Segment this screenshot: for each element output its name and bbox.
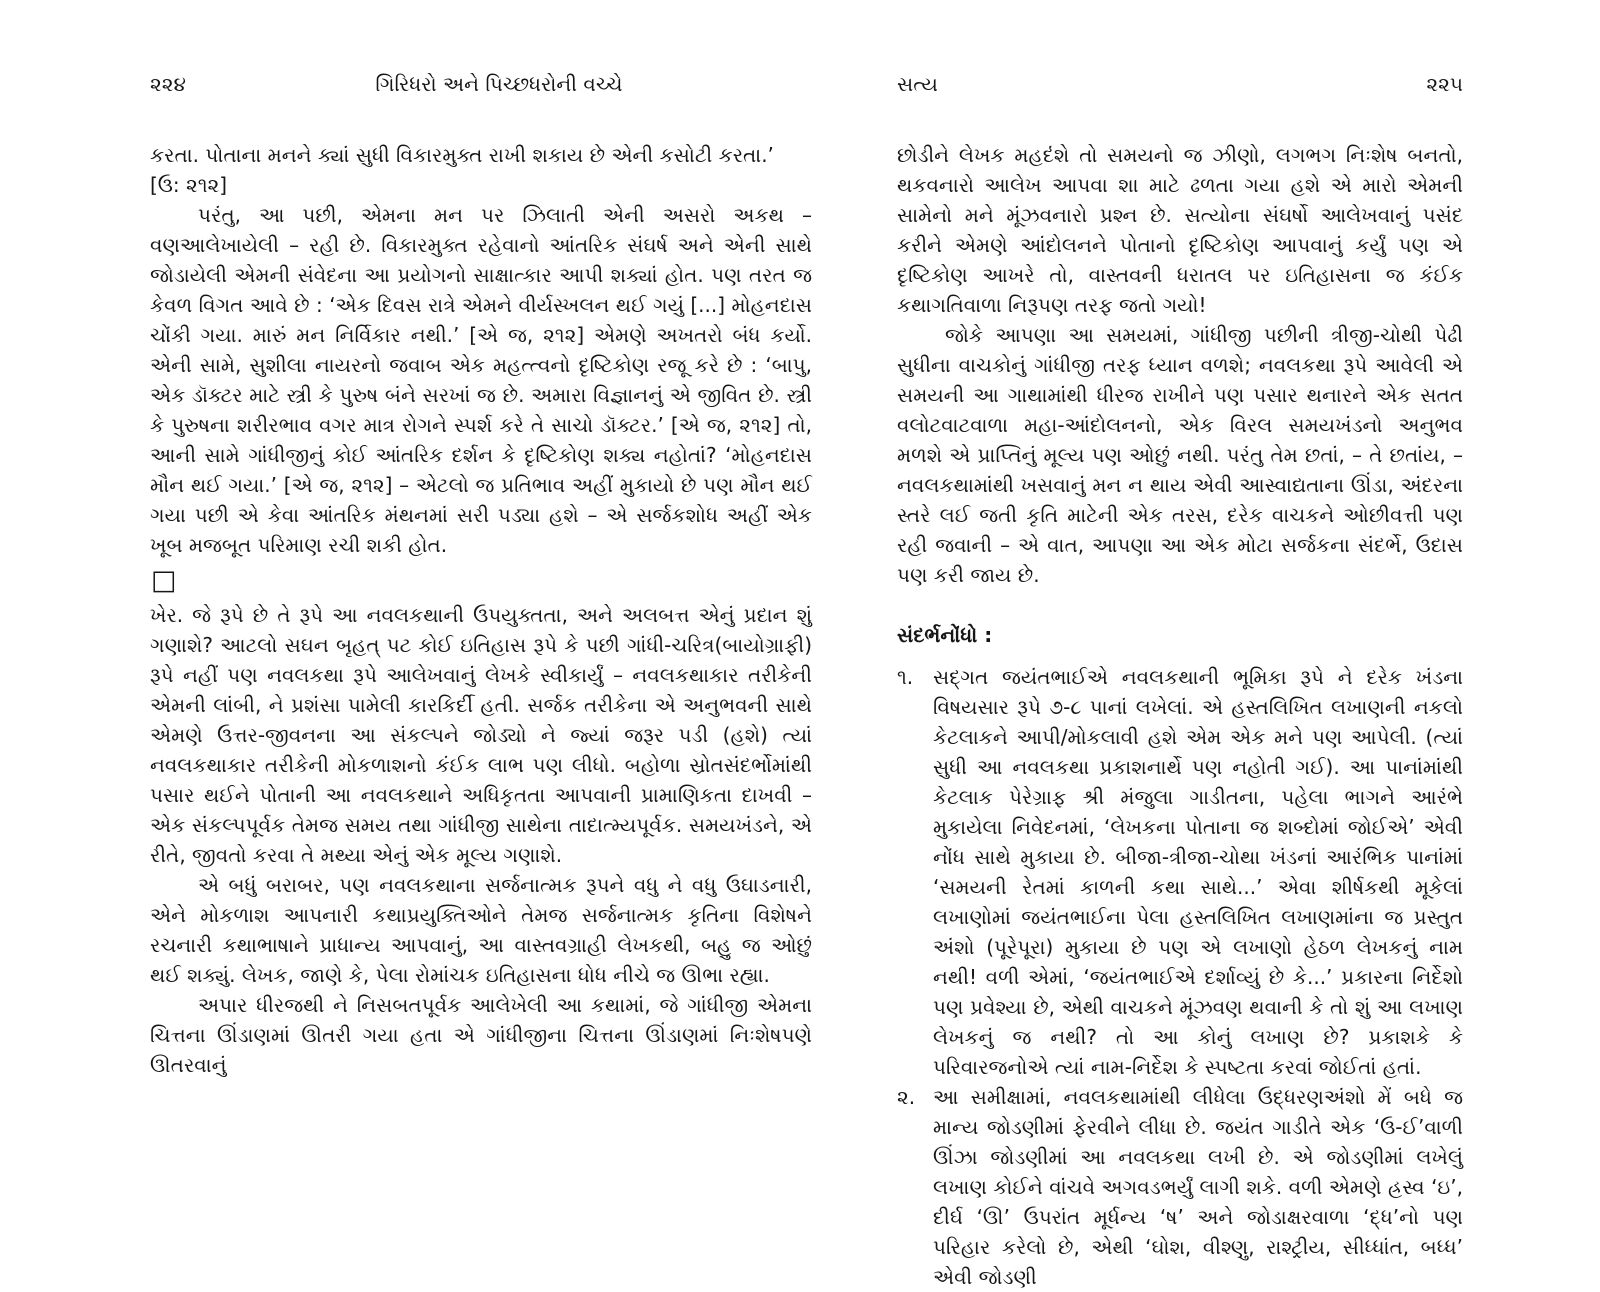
right-page-body: [897, 140, 1463, 1292]
paragraph: [ઉ: ૨૧૨]: [150, 173, 228, 197]
right-page-running-head: [897, 72, 1463, 96]
paragraph: છોડીને લેખક મહદંશે તો સમયનો જ ઝીણો, લગભગ નિઃશેષ બનતો, થકવનારો આલેખ આપવા શા માટે ઢળતા ગયા હશે એ મારો એમની સામેનો મને મૂંઝવનારો પ્રશ્ન છે. સત્યોના સંઘર્ષો આલેખવાનું પસંદ કરીને એમણે આંદોલનને પોતાનો દૃષ્ટિકોણ આપવાનું કર્યું પણ એ દૃષ્ટિકોણ આખરે તો, વાસ્તવની ધરાતલ પર ઇતિહાસના જ કંઈક કથાગતિવાળા નિરૂપણ તરફ જતો ગયો!: [897, 143, 1463, 317]
notes-heading: સંદર્ભનોંધો :: [897, 623, 993, 647]
paragraph: પરંતુ, આ પછી, એમના મન પર ઝિલાતી એની અસરો અકથ – વણઆલેખાયેલી – રહી છે. વિકારમુક્ત રહેવાનો આંતરિક સંઘર્ષ અને એની સાથે જોડાયેલી એમની સંવેદના આ પ્રયોગનો સાક્ષાત્કાર આપી શક્યાં હોત. પણ તરત જ કેવળ વિગત આવે છે : ‘એક દિવસ રાત્રે એમને વીર્યસ્ખલન થઈ ગયું [...] મોહનદાસ ચોંકી ગયા. મારું મન નિર્વિકાર નથી.’ [એ જ, ૨૧૨] એમણે અખતરો બંધ કર્યો. એની સામે, સુશીલા નાયરનો જવાબ એક મહત્ત્વનો દૃષ્ટિકોણ રજૂ કરે છે : ‘બાપુ, એક ડૉક્ટર માટે સ્ત્રી કે પુરુષ બંને સરખાં જ છે. અમારા વિજ્ઞાનનું એ જીવિત છે. સ્ત્રી કે પુરુષના શરીરભાવ વગર માત્ર રોગને સ્પર્શ કરે તે સાચો ડૉક્ટર.’ [એ જ, ૨૧૨] તો, આની સામે ગાંધીજીનું કોઈ આંતરિક દર્શન કે દૃષ્ટિકોણ શક્ય નહોતાં? ‘મોહનદાસ મૌન થઈ ગયા.’ [એ જ, ૨૧૨] – એટલો જ પ્રતિભાવ અહીં મુકાયો છે પણ મૌન થઈ ગયા પછી એ કેવા આંતરિક મંથનમાં સરી પડ્યા હશે – એ સર્જકશોધ અહીં એક ખૂબ મજબૂત પરિમાણ રચી શકી હોત.: [150, 203, 812, 557]
square-separator-icon: □: [151, 564, 177, 596]
left-page-body: [150, 140, 812, 1080]
reference-note: [897, 662, 1463, 1082]
left-page: [150, 72, 812, 1080]
paragraph: કરતા. પોતાના મનને ક્યાં સુધી વિકારમુક્ત રાખી શકાય છે એની કસોટી કરતા.’: [150, 143, 774, 167]
right-page-number: ૨૨૫: [1426, 72, 1463, 96]
note-number: ૨.: [897, 1085, 916, 1109]
paragraph: ખેર. જે રૂપે છે તે રૂપે આ નવલકથાની ઉપયુક્તતા, અને અલબત્ત એનું પ્રદાન શું ગણાશે? આટલો સઘન બૃહત્ પટ કોઈ ઇતિહાસ રૂપે કે પછી ગાંધી-ચરિત્ર(બાયોગ્રાફી) રૂપે નહીં પણ નવલકથા રૂપે આલેખવાનું લેખકે સ્વીકાર્યું – નવલકથાકાર તરીકેની એમની લાંબી, ને પ્રશંસા પામેલી કારકિર્દી હતી. સર્જક તરીકેના એ અનુભવની સાથે એમણે ઉત્તર-જીવનના આ સંકલ્પને જોડ્યો ને જ્યાં જરૂર પડી (હશે) ત્યાં નવલકથાકાર તરીકેની મોકળાશનો કંઈક લાભ પણ લીધો. બહોળા સ્રોતસંદર્ભોમાંથી પસાર થઈને પોતાની આ નવલકથાને અધિકૃતતા આપવાની પ્રામાણિકતા દાખવી – એક સંકલ્પપૂર્વક તેમજ સમય તથા ગાંધીજી સાથેના તાદાત્મ્યપૂર્વક. સમયખંડને, એ રીતે, જીવતો કરવા તે મથ્યા એનું એક મૂલ્ય ગણાશે.: [150, 603, 812, 867]
left-page-number: ૨૨૪: [150, 72, 186, 96]
section-separator: [150, 560, 812, 600]
paragraph: અપાર ધીરજથી ને નિસબતપૂર્વક આલેખેલી આ કથામાં, જે ગાંધીજી એમના ચિત્તના ઊંડાણમાં ઊતરી ગયા હતા એ ગાંધીજીના ચિત્તના ઊંડાણમાં નિઃશેષપણે ઊતરવાનું: [150, 993, 812, 1077]
left-page-running-title: ગિરિધરો અને પિચ્છધરોની વચ્ચે: [375, 72, 623, 96]
right-page-running-title: સત્ય: [897, 72, 938, 96]
paragraph: એ બધું બરાબર, પણ નવલકથાના સર્જનાત્મક રૂપને વધુ ને વધુ ઉઘાડનારી, એને મોકળાશ આપનારી કથાપ્રયુક્તિઓને તેમજ સર્જનાત્મક કૃતિના વિશેષને રચનારી કથાભાષાને પ્રાધાન્ય આપવાનું, આ વાસ્તવગ્રાહી લેખકથી, બહુ જ ઓછું થઈ શક્યું. લેખક, જાણે કે, પેલા રોમાંચક ઇતિહાસના ધોધ નીચે જ ઊભા રહ્યા.: [150, 873, 812, 987]
note-text: સદ્ગત જયંતભાઈએ નવલકથાની ભૂમિકા રૂપે ને દરેક ખંડના વિષયસાર રૂપે ૭-૮ પાનાં લખેલાં. એ હસ્તલિખિત લખાણની નકલો કેટલાકને આપી/મોકલાવી હશે એમ એક મને પણ આપેલી. (ત્યાં સુધી આ નવલકથા પ્રકાશનાર્થે પણ નહોતી ગઈ). આ પાનાંમાંથી કેટલાક પેરેગ્રાફ શ્રી મંજુલા ગાડીતના, પહેલા ભાગને આરંભે મુકાયેલા નિવેદનમાં, ‘લેખકના પોતાના જ શબ્દોમાં જોઈએ’ એવી નોંધ સાથે મુકાયા છે. બીજા-ત્રીજા-ચોથા ખંડનાં આરંભિક પાનાંમાં ‘સમયની રેતમાં કાળની કથા સાથે...’ એવા શીર્ષકથી મૂકેલાં લખાણોમાં જયંતભાઈના પેલા હસ્તલિખિત લખાણમાંના જ પ્રસ્તુત અંશો (પૂરેપૂરા) મુકાયા છે પણ એ લખાણો હેઠળ લેખકનું નામ નથી! વળી એમાં, ‘જયંતભાઈએ દર્શાવ્યું છે કે...’ પ્રકારના નિર્દેશો પણ પ્રવેશ્યા છે, એથી વાચકને મૂંઝવણ થવાની કે તો શું આ લખાણ લેખકનું જ નથી? તો આ કોનું લખાણ છે? પ્રકાશકે કે પરિવારજનોએ ત્યાં નામ-નિર્દેશ કે સ્પષ્ટતા કરવાં જોઈતાં હતાં.: [933, 665, 1463, 1079]
note-number: ૧.: [897, 665, 914, 689]
paragraph: જોકે આપણા આ સમયમાં, ગાંધીજી પછીની ત્રીજી-ચોથી પેઢી સુધીના વાચકોનું ગાંધીજી તરફ ધ્યાન વળશે; નવલકથા રૂપે આવેલી એ સમયની આ ગાથામાંથી ધીરજ રાખીને પણ પસાર થનારને એક સતત વલોટવાટવાળા મહા-આંદોલનનો, એક વિરલ સમયખંડનો અનુભવ મળશે એ પ્રાપ્તિનું મૂલ્ય પણ ઓછું નથી. પરંતુ તેમ છતાં, – તે છતાંય, – નવલકથામાંથી ખસવાનું મન ન થાય એવી આસ્વાદ્યતાના ઊંડા, અંદરના સ્તરે લઈ જતી કૃતિ માટેની એક તરસ, દરેક વાચકને ઓછીવત્તી પણ રહી જવાની – એ વાત, આપણા આ એક મોટા સર્જકના સંદર્ભે, ઉદાસ પણ કરી જાય છે.: [897, 323, 1463, 587]
note-text: આ સમીક્ષામાં, નવલકથામાંથી લીધેલા ઉદ્ધરણઅંશો મેં બધે જ માન્ય જોડણીમાં ફેરવીને લીધા છે. જયંત ગાડીતે એક ‘ઉ-ઈ’વાળી ઊંઝા જોડણીમાં આ નવલકથા લખી છે. એ જોડણીમાં લખેલું લખાણ કોઈને વાંચવે અગવડભર્યું લાગી શકે. વળી એમણે હ્રસ્વ ‘ઇ’, દીર્ઘ ‘ઊ’ ઉપરાંત મૂર્ધન્ય ‘ષ’ અને જોડાક્ષરવાળા ‘દ્ધ’નો પણ પરિહાર કરેલો છે, એથી ‘ઘોશ, વીશ્ણુ, રાશ્ટ્રીય, સીધ્ધાંત, બધ્ધ’ એવી જોડણી: [933, 1085, 1463, 1289]
reference-note: [897, 1082, 1463, 1292]
left-page-running-head: [150, 72, 812, 96]
right-page: [897, 72, 1463, 1292]
